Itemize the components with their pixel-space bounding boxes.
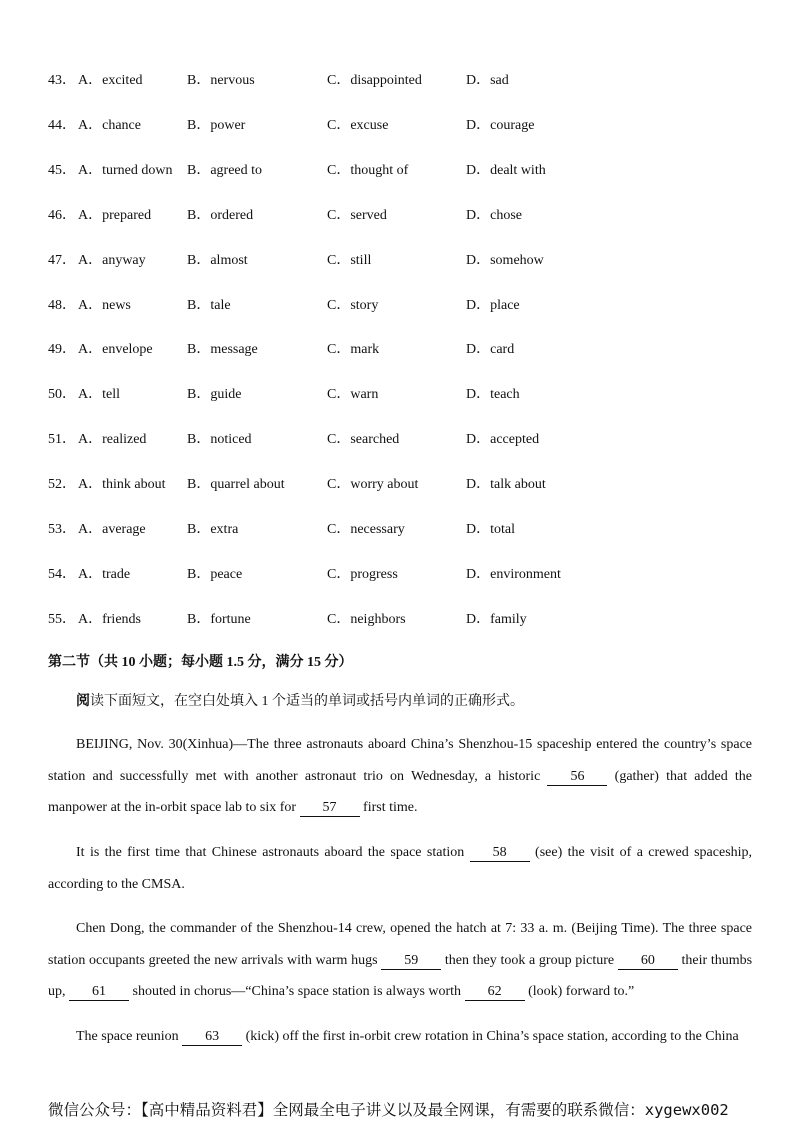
option-b: B．agreed to bbox=[187, 162, 263, 178]
blank-56: 56 bbox=[547, 769, 607, 786]
option-b: B．peace bbox=[187, 566, 243, 582]
question-number: 48． bbox=[48, 297, 76, 313]
option-c: C．disappointed bbox=[327, 73, 422, 88]
option-d: D．teach bbox=[466, 387, 520, 403]
footer-wechat-notice bbox=[48, 1098, 729, 1120]
footer-wechat-id: xygewx002 bbox=[644, 1101, 729, 1119]
question-number: 53． bbox=[48, 522, 76, 537]
option-c: C．excuse bbox=[327, 117, 389, 133]
question-number: 54． bbox=[48, 566, 76, 582]
footer-text: 微信公众号：【高中精品资料君】全网最全电子讲义以及最全网课，有需要的联系微信： bbox=[48, 1101, 645, 1119]
option-b: B．almost bbox=[187, 252, 248, 268]
blank-62: 62 bbox=[465, 984, 525, 1001]
option-a: A．realized bbox=[78, 432, 147, 448]
option-b: B．ordered bbox=[187, 207, 254, 223]
option-c: C．warn bbox=[327, 387, 379, 403]
blank-60: 60 bbox=[618, 953, 678, 970]
option-c: C．necessary bbox=[327, 522, 405, 537]
option-b: B．noticed bbox=[187, 432, 252, 448]
option-a: A．average bbox=[78, 522, 146, 537]
option-b: B．tale bbox=[187, 297, 231, 313]
option-a: A．trade bbox=[78, 566, 131, 582]
passage-paragraph-3: Chen Dong, the commander of the Shenzhou-14 crew, opened the hatch at 7: 33 a. m. (Beijing Time). The three space station occupants greeted the new arrivals with warm hugs 59 then they took a group picture 60 their thumbs up, 61 shouted in chorus—“China’s space station is always worth 62 (look) forward to.” bbox=[48, 921, 753, 999]
option-c: C．mark bbox=[327, 342, 380, 358]
option-a: A．chance bbox=[78, 117, 141, 133]
section-instruction bbox=[76, 690, 524, 710]
option-b: B．fortune bbox=[187, 611, 251, 627]
option-d: D．family bbox=[466, 611, 527, 627]
option-d: D．courage bbox=[466, 117, 535, 133]
option-d: D．card bbox=[466, 342, 515, 358]
question-number: 45． bbox=[48, 162, 76, 178]
question-number: 44． bbox=[48, 117, 76, 133]
option-a: A．anyway bbox=[78, 252, 146, 268]
option-c: C．worry about bbox=[327, 477, 419, 493]
instruction-first-char: 阅 bbox=[76, 694, 90, 709]
option-a: A．excited bbox=[78, 73, 143, 88]
blank-57: 57 bbox=[300, 800, 360, 817]
blank-59: 59 bbox=[381, 953, 441, 970]
option-d: D．accepted bbox=[466, 432, 540, 448]
question-number: 49． bbox=[48, 342, 76, 358]
option-c: C．neighbors bbox=[327, 611, 406, 627]
option-c: C．served bbox=[327, 207, 387, 223]
option-c: C．story bbox=[327, 297, 379, 313]
blank-63: 63 bbox=[182, 1029, 242, 1046]
question-number: 47． bbox=[48, 252, 76, 268]
option-c: C．thought of bbox=[327, 162, 409, 178]
option-c: C．still bbox=[327, 252, 372, 268]
passage-paragraph-4: The space reunion 63 (kick) off the first in-orbit crew rotation in China’s space station, according to the China bbox=[76, 1029, 739, 1044]
question-number: 50． bbox=[48, 387, 76, 403]
passage-paragraph-2: It is the first time that Chinese astronauts aboard the space station 58 (see) the visit of a crewed spaceship, according to the CMSA. bbox=[48, 845, 753, 892]
option-d: D．somehow bbox=[466, 252, 544, 268]
question-number: 52． bbox=[48, 477, 76, 493]
blank-58: 58 bbox=[470, 845, 530, 862]
option-a: A．tell bbox=[78, 387, 120, 403]
option-a: A．envelope bbox=[78, 342, 153, 358]
option-a: A．prepared bbox=[78, 207, 152, 223]
question-number: 55． bbox=[48, 611, 76, 627]
passage-paragraph-1: BEIJING, Nov. 30(Xinhua)—The three astronauts aboard China’s Shenzhou-15 spaceship entered the country’s space station and successfully met with another astronaut trio on Wednesday, a historic 56 (gather) that added the manpower at the in-orbit space lab to six for 57 first time. bbox=[48, 737, 753, 815]
section-title: 第二节（共 10 小题；每小题 1.5 分，满分 15 分） bbox=[48, 655, 353, 670]
option-d: D．total bbox=[466, 522, 515, 537]
question-number: 43． bbox=[48, 73, 76, 88]
option-b: B．message bbox=[187, 342, 258, 358]
option-a: A．news bbox=[78, 297, 131, 313]
instruction-text: 读下面短文，在空白处填入 1 个适当的单词或括号内单词的正确形式。 bbox=[90, 694, 524, 709]
option-b: B．guide bbox=[187, 387, 242, 403]
option-d: D．place bbox=[466, 297, 520, 313]
option-b: B．nervous bbox=[187, 73, 255, 88]
option-c: C．searched bbox=[327, 432, 400, 448]
option-a: A．think about bbox=[78, 477, 166, 493]
option-a: A．turned down bbox=[78, 162, 173, 178]
option-d: D．dealt with bbox=[466, 162, 546, 178]
option-d: D．talk about bbox=[466, 477, 546, 493]
question-number: 46． bbox=[48, 207, 76, 223]
option-b: B．power bbox=[187, 117, 246, 133]
option-b: B．quarrel about bbox=[187, 477, 285, 493]
blank-61: 61 bbox=[69, 984, 129, 1001]
question-number: 51． bbox=[48, 432, 76, 448]
option-d: D．sad bbox=[466, 73, 509, 88]
option-d: D．chose bbox=[466, 207, 522, 223]
option-c: C．progress bbox=[327, 566, 398, 582]
option-b: B．extra bbox=[187, 522, 239, 537]
option-a: A．friends bbox=[78, 611, 141, 627]
option-d: D．environment bbox=[466, 566, 561, 582]
